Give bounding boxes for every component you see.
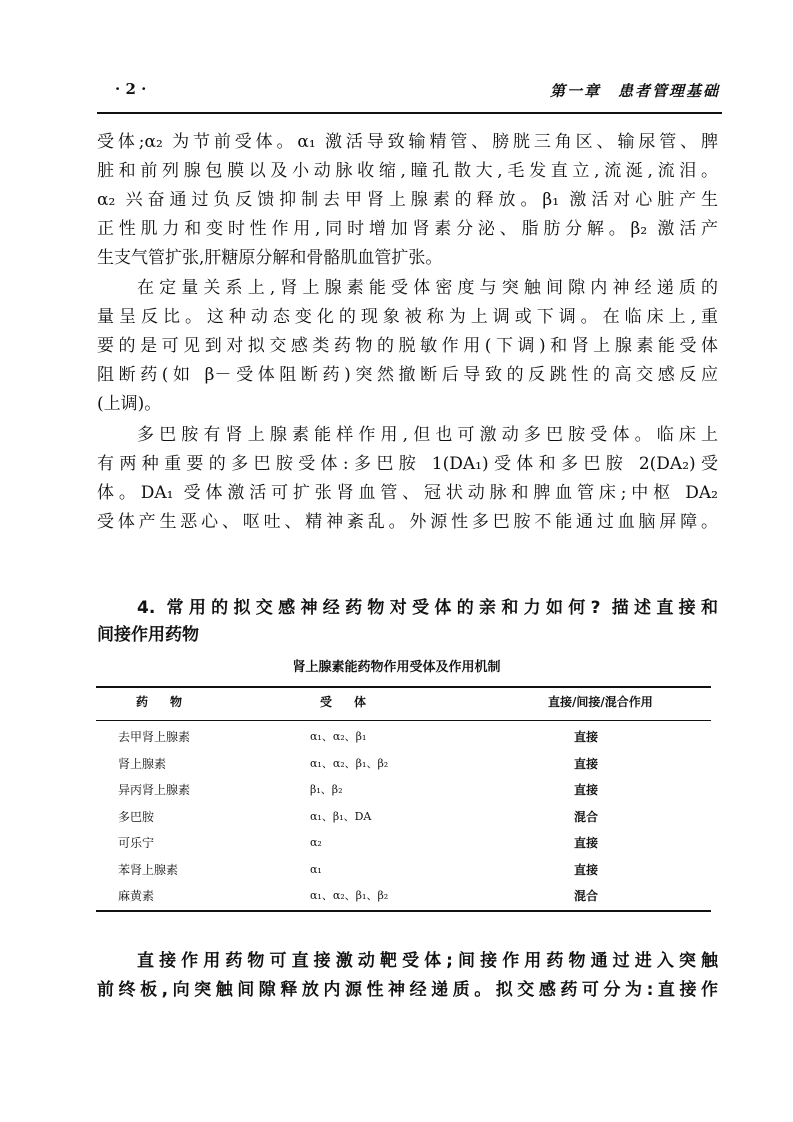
- action-cell: 直接: [573, 836, 598, 850]
- table-top-rule: [96, 686, 711, 688]
- drug-cell: 肾上腺素: [118, 757, 167, 771]
- text-line: 量呈反比。这种动态变化的现象被称为上调或下调。在临床上,重: [97, 307, 718, 327]
- drug-cell: 可乐宁: [118, 836, 155, 850]
- text-line: α₂ 兴奋通过负反馈抑制去甲肾上腺素的释放。β₁ 激活对心脏产生: [97, 190, 718, 210]
- action-cell: 直接: [573, 757, 598, 771]
- action-cell: 混合: [573, 810, 598, 824]
- table-title: 肾上腺素能药物作用受体及作用机制: [292, 660, 501, 675]
- table-row: [96, 754, 711, 774]
- text-line: 前终板,向突触间隙释放内源性神经递质。拟交感药可分为:直接作: [97, 980, 718, 1000]
- receptor-cell: α₁、α₂、β₁、β₂: [310, 757, 389, 770]
- receptor-cell: β₁、β₂: [310, 783, 343, 796]
- table-bottom-rule: [96, 910, 711, 912]
- action-cell: 直接: [573, 783, 598, 797]
- text-line: 受体;α₂ 为节前受体。α₁ 激活导致输精管、膀胱三角区、输尿管、脾: [97, 132, 718, 152]
- text-line: 要的是可见到对拟交感类药物的脱敏作用(下调)和肾上腺素能受体: [97, 336, 718, 356]
- header-receptor: 受体: [320, 695, 389, 709]
- table-header-rule: [96, 720, 711, 721]
- header-action: 直接/间接/混合作用: [548, 695, 653, 709]
- drug-cell: 异丙肾上腺素: [118, 783, 191, 797]
- page-number: · 2 ·: [115, 80, 147, 98]
- text-line: 体。DA₁ 受体激活可扩张肾血管、冠状动脉和脾血管床;中枢 DA₂: [97, 483, 718, 503]
- text-line: 阻断药(如 β－受体阻断药)突然撤断后导致的反跳性的高交感反应: [97, 365, 718, 385]
- receptor-cell: α₂: [310, 836, 322, 849]
- table-row: [96, 833, 711, 853]
- table-row: [96, 886, 711, 906]
- drug-cell: 去甲肾上腺素: [118, 730, 191, 744]
- text-line: 生支气管扩张,肝糖原分解和骨骼肌血管扩张。: [97, 248, 443, 268]
- table-header-row: [96, 692, 711, 712]
- action-cell: 直接: [573, 730, 598, 744]
- text-line: 正性肌力和变时性作用,同时增加肾素分泌、脂肪分解。β₂ 激活产: [97, 219, 718, 239]
- text-line: 在定量关系上,肾上腺素能受体密度与突触间隙内神经递质的: [137, 278, 718, 298]
- text-line: 有两种重要的多巴胺受体:多巴胺 1(DA₁)受体和多巴胺 2(DA₂)受: [97, 454, 718, 474]
- text-line: (上调)。: [97, 394, 162, 414]
- page-header: [97, 78, 720, 102]
- table-row: [96, 860, 711, 880]
- question-heading: 间接作用药物: [97, 625, 199, 645]
- receptor-cell: α₁: [310, 863, 322, 876]
- text-line: 脏和前列腺包膜以及小动脉收缩,瞳孔散大,毛发直立,流涎,流泪。: [97, 161, 718, 181]
- header-rule: [97, 112, 722, 114]
- text-line: 受体产生恶心、呕吐、精神紊乱。外源性多巴胺不能通过血脑屏障。: [97, 512, 718, 532]
- drug-cell: 多巴胺: [118, 810, 155, 824]
- receptor-cell: α₁、β₁、DA: [310, 810, 372, 823]
- text-line: 多巴胺有肾上腺素能样作用,但也可激动多巴胺受体。临床上: [137, 425, 718, 445]
- question-heading: 4. 常用的拟交感神经药物对受体的亲和力如何? 描述直接和: [137, 598, 718, 618]
- drug-cell: 麻黄素: [118, 889, 155, 903]
- header-drug: 药物: [136, 695, 205, 709]
- chapter-title: 第一章 患者管理基础: [549, 82, 720, 100]
- text-line: 直接作用药物可直接激动靶受体;间接作用药物通过进入突触: [137, 951, 718, 971]
- action-cell: 混合: [573, 889, 598, 903]
- table-row: [96, 727, 711, 747]
- receptor-cell: α₁、α₂、β₁: [310, 730, 367, 743]
- receptor-cell: α₁、α₂、β₁、β₂: [310, 889, 389, 902]
- table-row: [96, 807, 711, 827]
- table-row: [96, 780, 711, 800]
- action-cell: 直接: [573, 863, 598, 877]
- drug-cell: 苯肾上腺素: [118, 863, 179, 877]
